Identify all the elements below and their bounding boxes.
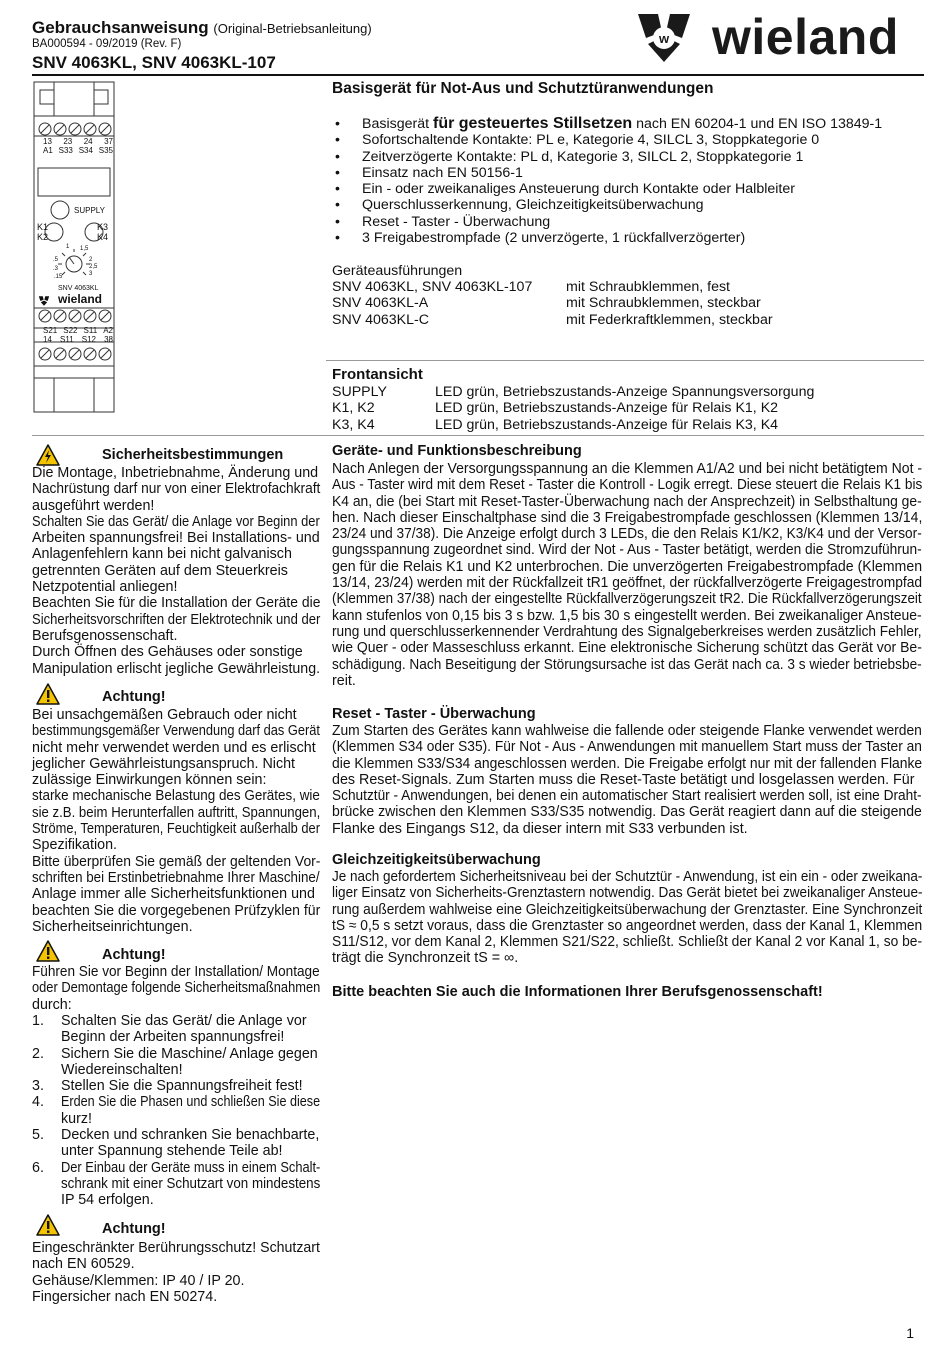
text-line: 23/24 und 37/38). Die Anzeige erfolgt durch 3 LEDs, die den Relais K1/K2, K3/K4 und der Versor- [332,526,922,543]
table-row [332,279,773,295]
terminal-label: S21 [43,326,58,335]
terminal-label: S33 [58,146,73,155]
k2-label: K2 [37,232,49,242]
electric-warning-icon [36,444,60,466]
text-line: brücke zwischen den Klemmen S33/S35 notwendig. Das Gerät reagiert dann auf die steigende [332,804,922,821]
step-text: Sichern Sie die Maschine/ Anlage gegen [61,1045,318,1062]
step-number: 6. [32,1159,44,1176]
text-line: Bitte überprüfen Sie gemäß der geltenden Vor- [32,853,321,870]
document-number: BA000594 - 09/2019 (Rev. F) [32,38,182,50]
terminal-label: 13 [43,137,52,146]
text-line: 13/14, 23/24) werden mit der Rückfallzeit tR1 geöffnet, der rückfallverzögerte Freigagestrompfad [332,575,923,592]
text-line: reit. [332,672,356,689]
text-line: Sicherheitseinrichtungen. [32,918,193,935]
item-text: nach EN 60204-1 und EN ISO 13849-1 [632,116,883,132]
text-line: Die Montage, Inbetriebnahme, Änderung und [32,465,319,481]
step-number: 2. [32,1045,44,1062]
text-line: Netzpotential anliegen! [32,579,178,596]
text-line: die Klemmen S33/S34 angeschlossen werden. Die Freigabe erfolgt nur mit der fallenden Flanke [332,755,923,772]
terminal-label: S35 [98,146,113,155]
terminal-label: 14 [43,335,52,344]
brand-wordmark: wieland [712,9,899,65]
dial-label: .3 [53,266,59,272]
text-line: sie z.B. beim Herunterfallen auftritt, Spannungen, [32,804,321,821]
divider [32,435,924,436]
warning-text [32,707,320,935]
safety-title: Sicherheitsbestimmungen [102,447,284,463]
step-text: Wiedereinschalten! [61,1061,183,1078]
front-desc: LED grün, Betriebszustands-Anzeige für Relais K1, K2 [435,400,779,417]
svg-text:w: w [658,31,670,46]
device-brand: wieland [58,292,103,306]
text-line: Schalten Sie das Gerät/ die Anlage vor Beginn der [32,513,320,530]
warning-intro [32,964,320,1013]
list-item [32,1094,320,1127]
item-bold: für gesteuertes Stillsetzen [432,115,633,132]
table-row [332,384,814,400]
terminal-label: A1 [43,146,53,155]
text-line: Durch Öffnen des Gehäuses oder sonstige [32,644,303,661]
text-line: rung und querschlusserkennender Verdrahtung des Signalgeberkreises werden zusätzlich Fehler, [332,623,922,640]
reset-title: Reset - Taster - Überwachung [332,706,536,722]
text-line: schädigung. Nach Beseitigung der Störungsursache ist das Gerät nach ca. 3 s wieder betriebsbe- [332,656,922,673]
list-item: • Sofortschaltende Kontakte: PL e, Kategorie 4, SILCL 3, Stoppkategorie 0 [332,132,882,148]
dial-label: 2,5 [89,264,98,270]
list-item: • Einsatz nach EN 50156-1 [332,165,882,181]
document-title [32,18,372,38]
sync-text [332,869,922,967]
table-row [332,312,773,328]
list-item [332,116,882,132]
text-line: Beachten Sie für die Installation der Geräte die [32,595,321,612]
list-item [32,1127,320,1160]
terminal-label: A2 [103,326,113,335]
text-line: Ströme, Temperaturen, Feuchtigkeit außerhalb der [32,821,320,838]
text-line: zulässige Einwirkungen können sein: [32,772,267,789]
warning-title: Achtung! [102,1221,166,1237]
k4-label: K4 [97,232,109,242]
text-line: gen für die Relais K1 und K2 unterbrochen. Die unverzögerten Freigabestrompfade (Klemmen [332,558,923,575]
reset-text [332,723,922,837]
step-text: Beginn der Arbeiten spannungsfrei! [61,1029,285,1046]
k3-k4-labels [97,222,108,242]
warning-icon [36,683,60,705]
text-line: bestimmungsgemäßer Verwendung darf das Gerät [32,723,320,740]
text-line: gungsspannung zugeordnet sind. Wird der Not - Aus - Taster betätigt, werden die Stromzuführun- [332,542,922,559]
text-line: Aus - Taster wird mit dem Reset - Taster die Kontroll - Logik erregt. Diese steuert die Relais K1 bis [332,477,923,494]
header-rule [32,74,924,76]
text-line: Bei unsachgemäßen Gebrauch oder nicht [32,707,297,723]
text-line: Fingersicher nach EN 50274. [32,1288,218,1305]
text-line: (Klemmen S34 oder S35). Für Not - Aus - Anwendungen mit manuellem Start muss der Taster an [332,739,922,756]
dial-label: .15 [54,274,63,280]
model-names: SNV 4063KL, SNV 4063KL-107 [32,53,276,72]
page-number: 1 [906,1325,914,1341]
step-text: Stellen Sie die Spannungsfreiheit fest! [61,1078,303,1095]
divider [326,360,924,361]
step-text: unter Spannung stehende Teile ab! [61,1143,283,1160]
list-item [32,1078,320,1094]
text-line: K4 an, die (bei Start mit Reset-Taster-Überwachung nach der Ansprechzeit) in Selbsthaltung ge- [332,493,922,510]
text-line: hen. Nach dieser Einschaltphase sind die 3 Freigabestrompfade geschlossen (Klemmen 13/14, [332,509,923,526]
step-text: Erden Sie die Phasen und schließen Sie diese [61,1094,321,1111]
dial-label: .5 [53,257,59,263]
text-line: nicht mehr verwendet werden und es erlischt [32,739,316,756]
warning-icon [36,1214,60,1236]
text-line: Sicherheitsvorschriften der Elektrotechnik und der [32,611,321,628]
step-text: Decken und schranken Sie benachbarte, [61,1127,320,1144]
front-desc: LED grün, Betriebszustands-Anzeige Spannungsversorgung [435,384,815,400]
text-line: Manipulation erlischt jegliche Gewährleistung. [32,660,321,677]
safety-text [32,465,320,677]
text-line: Arbeiten spannungsfrei! Bei Installations- und [32,530,320,547]
text-line: Nach Anlegen der Versorgungsspannung an die Klemmen A1/A2 und bei nicht betätigtem Not - [332,461,923,477]
item-text: Basisgerät [362,116,433,132]
k1-label: K1 [37,222,49,232]
text-line: liger Einsatz von Sicherheits-Grenztastern notwendig. Das Gerät bietet bei zweikanaliger Ansteue- [332,885,923,902]
step-number: 1. [32,1013,44,1029]
terminal-label: S22 [63,326,78,335]
dial-label: 1,5 [80,246,89,252]
text-line: durch: [32,996,72,1013]
list-item: • Querschlusserkennung, Gleichzeitigkeitsüberwachung [332,197,882,213]
bottom-terminal-labels [43,326,113,344]
title-text: Gebrauchsanweisung [32,18,209,37]
text-line: kann stufenlos von 0,15 bis 3 s bzw. 1,5 bis 30 s eingestellt werden. Bei zweikanaliger Ansteue- [332,607,922,624]
dial-label: 2 [89,257,93,263]
variant-desc: mit Schraubklemmen, steckbar [566,295,761,312]
front-label: K3, K4 [332,416,375,433]
table-row [332,400,814,416]
warning-title: Achtung! [102,947,166,963]
variant-model: SNV 4063KL-C [332,311,429,328]
notice-text: Bitte beachten Sie auch die Informationen Ihrer Berufsgenossenschaft! [332,984,823,1000]
text-line: Anlagenfehlern kann bei nicht galvanisch [32,546,292,563]
variant-desc: mit Federkraftklemmen, steckbar [566,311,773,328]
function-title: Geräte- und Funktionsbeschreibung [332,443,582,459]
title-subtitle: (Original-Betriebsanleitung) [213,21,372,36]
text-line: Je nach gefordertem Sicherheitsniveau bei der Schutztür - Anwendung, ist ein ein - oder zweikana- [332,869,923,885]
text-line: rung außerdem wahlweise eine Gleichzeitigkeitsüberwachung der Grenztaster. Eine Synchronzeit [332,901,923,918]
list-item: • Ein - oder zweikanaliges Ansteuerung durch Kontakte oder Halbleiter [332,181,882,197]
top-terminal-labels [43,137,113,155]
list-item [32,1013,320,1046]
main-title: Basisgerät für Not-Aus und Schutztüranwendungen [332,80,714,97]
variant-desc: mit Schraubklemmen, fest [566,279,731,295]
terminal-label: S11 [83,326,98,335]
wieland-logo-icon [38,294,50,306]
list-item: • 3 Freigabestrompfade (2 unverzögerte, 1 rückfallverzögerter) [332,230,882,246]
variants-table [332,279,773,328]
variants-title: Geräteausführungen [332,263,463,279]
text-line: des Reset-Signals. Zum Starten muss die Reset-Taste betätigt und losgelassen werden. Für [332,771,915,788]
terminal-label: S11 [60,335,74,344]
k3-label: K3 [97,222,109,232]
list-item: • Reset - Taster - Überwachung [332,214,882,230]
text-line: Führen Sie vor Beginn der Installation/ Montage [32,964,320,980]
text-line: (Klemmen 37/38) nach der eingestellte Rückfallverzögerungszeit tR2. Die Rückfallverzögerungszeit [332,591,922,608]
device-model-label: SNV 4063KL [58,285,99,292]
terminal-label: 38 [104,335,113,344]
text-line: Flanke des Eingangs S12, da dieser intern mit S33 verbunden ist. [332,820,748,837]
sync-title: Gleichzeitigkeitsüberwachung [332,852,541,868]
k1-k2-labels [37,222,48,242]
terminal-label: S12 [81,335,96,344]
terminal-label: S34 [78,146,93,155]
step-text: Der Einbau der Geräte muss in einem Schalt- [61,1159,321,1176]
front-label: K1, K2 [332,400,375,417]
text-line: Eingeschränkter Berührungsschutz! Schutzart [32,1240,320,1256]
dial-label: 1 [66,244,70,250]
text-line: beachten Sie die vorgegebenen Prüfzyklen für [32,902,321,919]
wieland-logo-icon [634,12,694,64]
list-item [32,1160,320,1209]
variant-model: SNV 4063KL-A [332,295,429,312]
function-text [332,461,922,689]
text-line: Berufsgenossenschaft. [32,627,178,644]
text-line: wie Quer - oder Masseschluss erkannt. Eine elektronische Sicherung schützt das Gerät vor Be- [332,640,922,657]
warning-title: Achtung! [102,689,166,705]
step-text: schrank mit einer Schutzart von mindestens [61,1175,321,1192]
terminal-label: 37 [104,137,113,146]
warning-text [32,1240,320,1305]
text-line: S11/S12, vor dem Kanal 2, Klemmen S21/S22, schließt. Schließt der Kanal 2 vor Kanal 1, so be- [332,934,923,951]
step-text: Schalten Sie das Gerät/ die Anlage vor [61,1013,307,1029]
front-label: SUPPLY [332,384,387,400]
step-number: 5. [32,1127,44,1144]
dial-label: 3 [89,271,93,277]
text-line: jeglicher Gewährleistungsanspruch. Nicht [32,755,296,772]
device-drawing [32,80,320,436]
list-item: • Zeitverzögerte Kontakte: PL d, Kategorie 3, SILCL 2, Stoppkategorie 1 [332,149,882,165]
supply-label: SUPPLY [74,206,105,215]
text-line: ausgeführt werden! [32,497,155,514]
text-line: Gehäuse/Klemmen: IP 40 / IP 20. [32,1272,245,1289]
list-item [32,1046,320,1079]
text-line: Anlage immer alle Sicherheitsfunktionen und [32,886,315,903]
text-line: schriften bei Erstinbetriebnahme Ihrer Maschine/ [32,869,320,886]
front-view-title: Frontansicht [332,366,423,383]
variant-model: SNV 4063KL, SNV 4063KL-107 [332,279,533,295]
step-text: kurz! [61,1110,92,1127]
text-line: trägt die Synchronzeit tS = ∞. [332,950,519,967]
text-line: Zum Starten des Gerätes kann wahlweise die fallende oder steigende Flanke verwendet werden [332,723,922,739]
table-row [332,417,814,433]
terminal-label: 24 [83,137,93,146]
step-number: 3. [32,1078,44,1095]
terminal-label: 23 [63,137,73,146]
text-line: oder Demontage folgende Sicherheitsmaßnahmen [32,980,321,997]
front-desc: LED grün, Betriebszustands-Anzeige für Relais K3, K4 [435,416,779,433]
text-line: getrennten Geräten auf dem Steuerkreis [32,562,288,579]
text-line: nach EN 60529. [32,1256,135,1273]
table-row [332,295,773,311]
step-number: 4. [32,1094,44,1111]
text-line: starke mechanische Belastung des Gerätes, wie [32,788,320,805]
front-view-table [332,384,814,433]
text-line: Spezifikation. [32,837,118,854]
text-line: tS ≈ 0,5 s setzt voraus, dass die Grenztaster so angeordnet werden, dass der Kanal 1, Klemmen [332,917,923,934]
text-line: Nachrüstung darf nur von einer Elektrofachkraft [32,481,321,498]
step-text: IP 54 erfolgen. [61,1192,154,1209]
feature-list [332,116,882,246]
text-line: Schutztür - Anwendungen, bei denen ein automatischer Start realisiert werden soll, ist eine Draht- [332,788,922,805]
warning-icon [36,940,60,962]
safety-steps-list [32,1013,320,1209]
